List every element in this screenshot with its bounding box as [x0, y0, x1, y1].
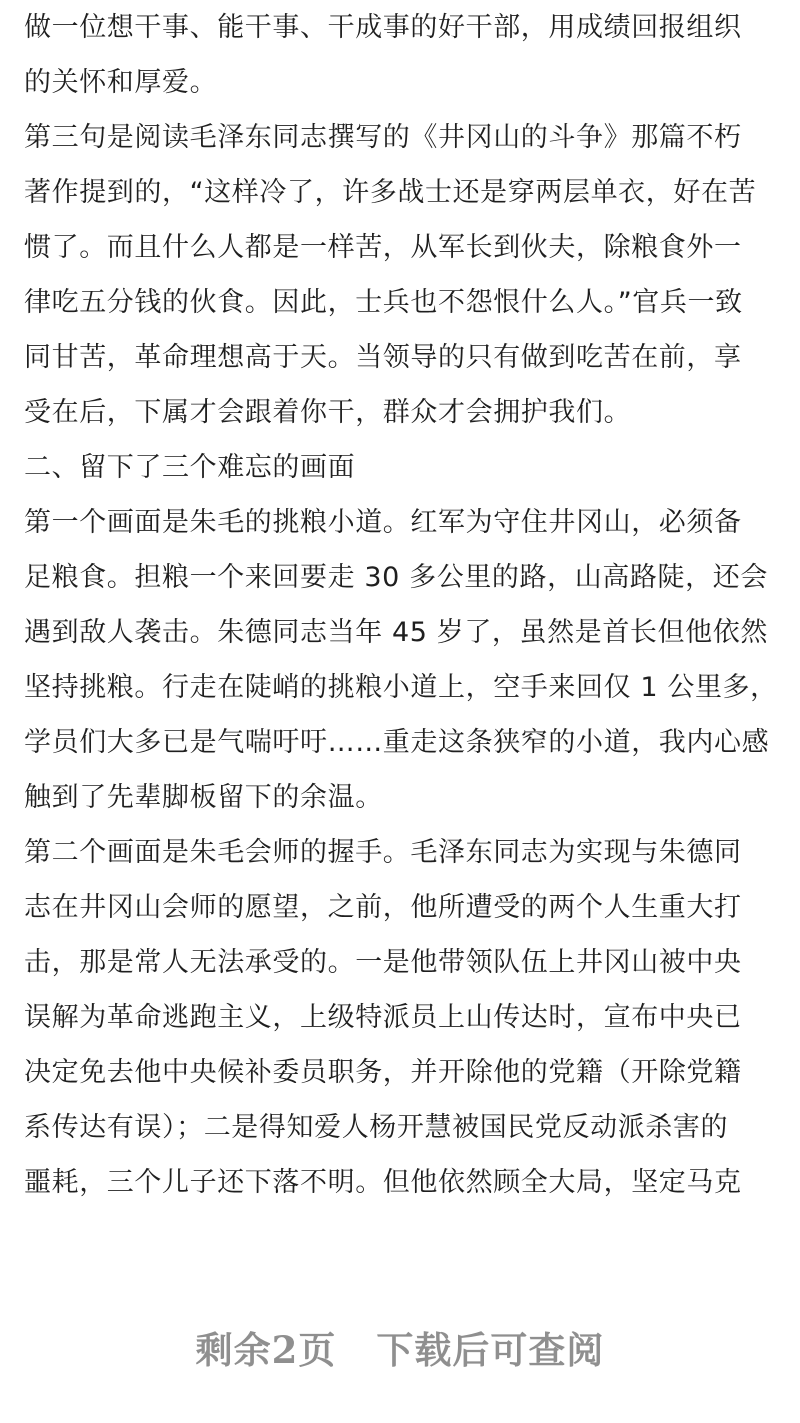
document-body	[24, 0, 784, 1210]
text-line: 律吃五分钱的伙食。因此，士兵也不怨恨什么人。”官兵一致	[24, 287, 743, 318]
text-line: 著作提到的，“这样冷了，许多战士还是穿两层单衣，好在苦	[24, 177, 757, 208]
text-line: 同甘苦，革命理想高于天。当领导的只有做到吃苦在前，享	[24, 342, 742, 373]
remaining-pages-label: 剩余2页	[195, 1328, 337, 1372]
text-line: 的关怀和厚爱。	[24, 67, 218, 98]
section-heading: 二、留下了三个难忘的画面	[24, 452, 356, 483]
text-line: 做一位想干事、能干事、干成事的好干部，用成绩回报组织	[24, 12, 742, 43]
text-line: 触到了先辈脚板留下的余温。	[24, 782, 383, 813]
text-line: 遇到敌人袭击。朱德同志当年 45 岁了，虽然是首长但他依然	[24, 617, 768, 648]
text-line: 系传达有误）；二是得知爱人杨开慧被国民党反动派杀害的	[24, 1112, 729, 1143]
text-line: 坚持挑粮。行走在陡峭的挑粮小道上，空手来回仅 1 公里多，	[24, 672, 778, 703]
text-line: 第一个画面是朱毛的挑粮小道。红军为守住井冈山，必须备	[24, 507, 742, 538]
text-line: 学员们大多已是气喘吁吁……重走这条狭窄的小道，我内心感	[24, 727, 770, 758]
text-line: 志在井冈山会师的愿望，之前，他所遭受的两个人生重大打	[24, 892, 742, 923]
download-to-read-label[interactable]: 下载后可查阅	[376, 1328, 605, 1372]
text-line: 第三句是阅读毛泽东同志撰写的《井冈山的斗争》那篇不朽	[24, 122, 742, 153]
text-line: 误解为革命逃跑主义，上级特派员上山传达时，宣布中央已	[24, 1002, 742, 1033]
text-line: 决定免去他中央候补委员职务，并开除他的党籍（开除党籍	[24, 1057, 742, 1088]
download-banner[interactable]	[0, 1320, 800, 1380]
text-line: 击，那是常人无法承受的。一是他带领队伍上井冈山被中央	[24, 947, 742, 978]
text-line: 第二个画面是朱毛会师的握手。毛泽东同志为实现与朱德同	[24, 837, 742, 868]
text-line: 受在后，下属才会跟着你干，群众才会拥护我们。	[24, 397, 632, 428]
text-line: 惯了。而且什么人都是一样苦，从军长到伙夫，除粮食外一	[24, 232, 742, 263]
text-line: 噩耗，三个儿子还下落不明。但他依然顾全大局，坚定马克	[24, 1167, 742, 1198]
text-line: 足粮食。担粮一个来回要走 30 多公里的路，山高路陡，还会	[24, 562, 768, 593]
